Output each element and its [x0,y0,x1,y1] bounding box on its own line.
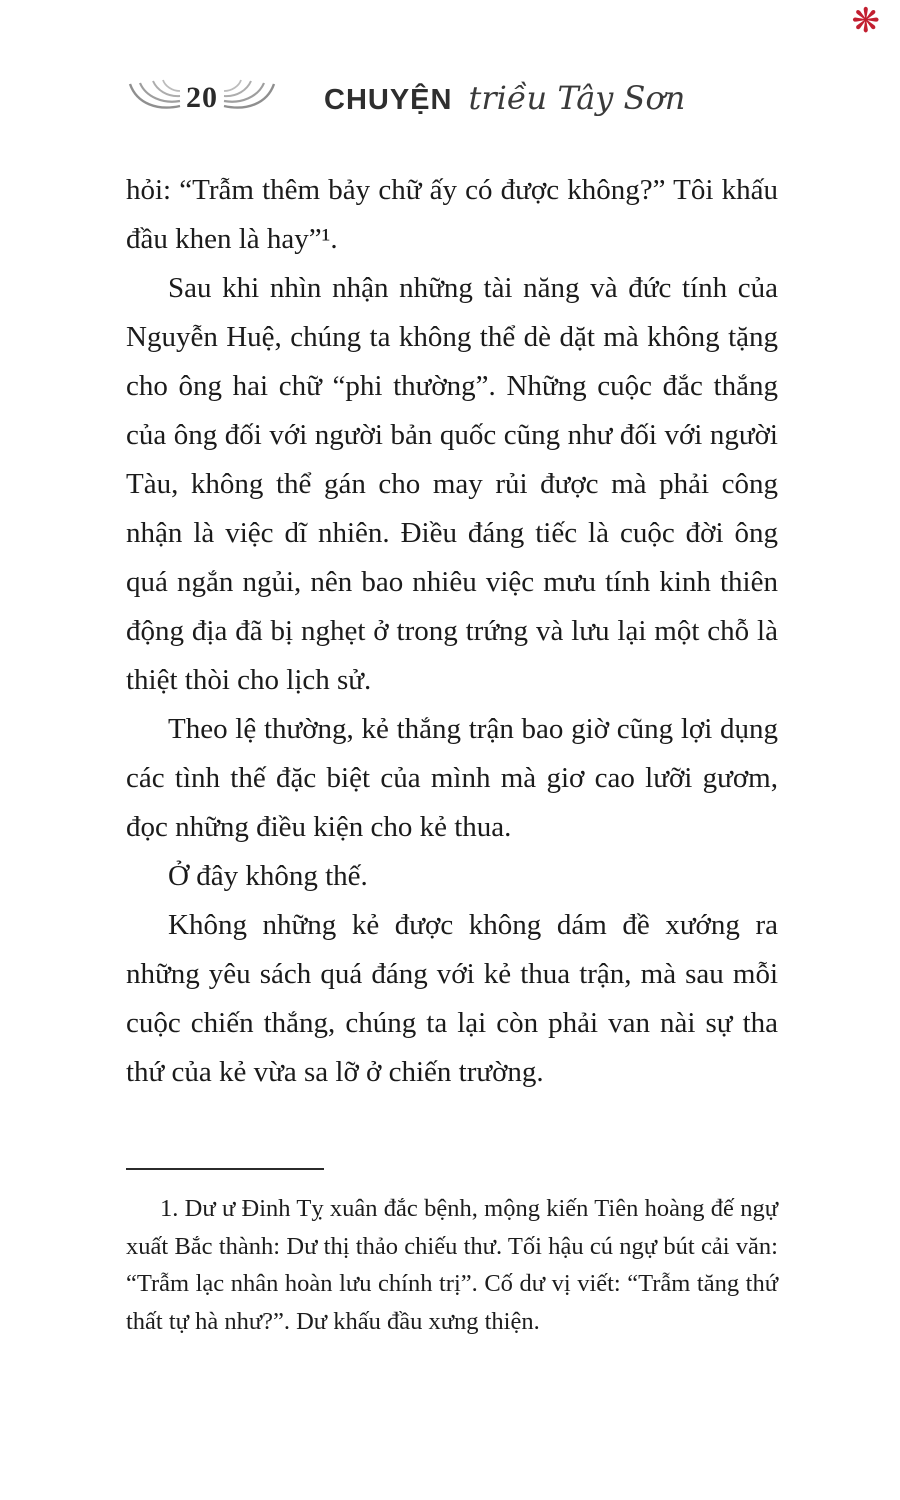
running-title-script: triều Tây Sơn [468,79,686,117]
wing-ornament-icon [222,78,276,119]
flower-ornament-icon: ❋ [851,1,880,41]
footnote-text: 1. Dư ư Đinh Tỵ xuân đắc bệnh, mộng kiến Tiên hoàng đế ngự xuất Bắc thành: Dư thị thảo chiếu thư. Tối hậu cú ngự bút cải văn: “Trẫm lạc nhân hoàn lưu chính trị”. Cố dư vị viết: “Trẫm tăng thứ thất tự hà như?”. Dư khấu đầu xưng thiện. [126,1195,778,1335]
paragraph: Không những kẻ được không dám đề xướng ra những yêu sách quá đáng với kẻ thua trận, mà sau mỗi cuộc chiến thắng, chúng ta lại còn phải van nài sự tha thứ của kẻ vừa sa lỡ ở chiến trường. [126,909,778,1088]
running-title [324,79,685,117]
running-title-caps: CHUYỆN [324,84,453,116]
paragraph: Sau khi nhìn nhận những tài năng và đức tính của Nguyễn Huệ, chúng ta không thể dè dặt mà không tặng cho ông hai chữ “phi thường”. Những cuộc đắc thắng của ông đối với người bản quốc cũng như đối với người Tàu, không thể gán cho may rủi được mà phải công nhận là việc dĩ nhiên. Điều đáng tiếc là cuộc đời ông quá ngắn ngủi, nên bao nhiêu việc mưu tính kinh thiên động địa đã bị nghẹt ở trong trứng và lưu lại một chỗ là thiệt thòi cho lịch sử. [126,272,778,696]
paragraph: Theo lệ thường, kẻ thắng trận bao giờ cũng lợi dụng các tình thế đặc biệt của mình mà giơ cao lưỡi gươm, đọc những điều kiện cho kẻ thua. [126,713,778,843]
footnote-rule [126,1168,324,1170]
page-number: 20 [186,81,218,114]
wing-ornament-icon [128,78,182,119]
paragraph: Ở đây không thế. [168,860,368,892]
body-text [126,166,778,1097]
footnote-block [126,1168,778,1340]
paragraph: hỏi: “Trẫm thêm bảy chữ ấy có được không?” Tôi khấu đầu khen là hay”¹. [126,174,778,255]
page-header [128,72,775,124]
